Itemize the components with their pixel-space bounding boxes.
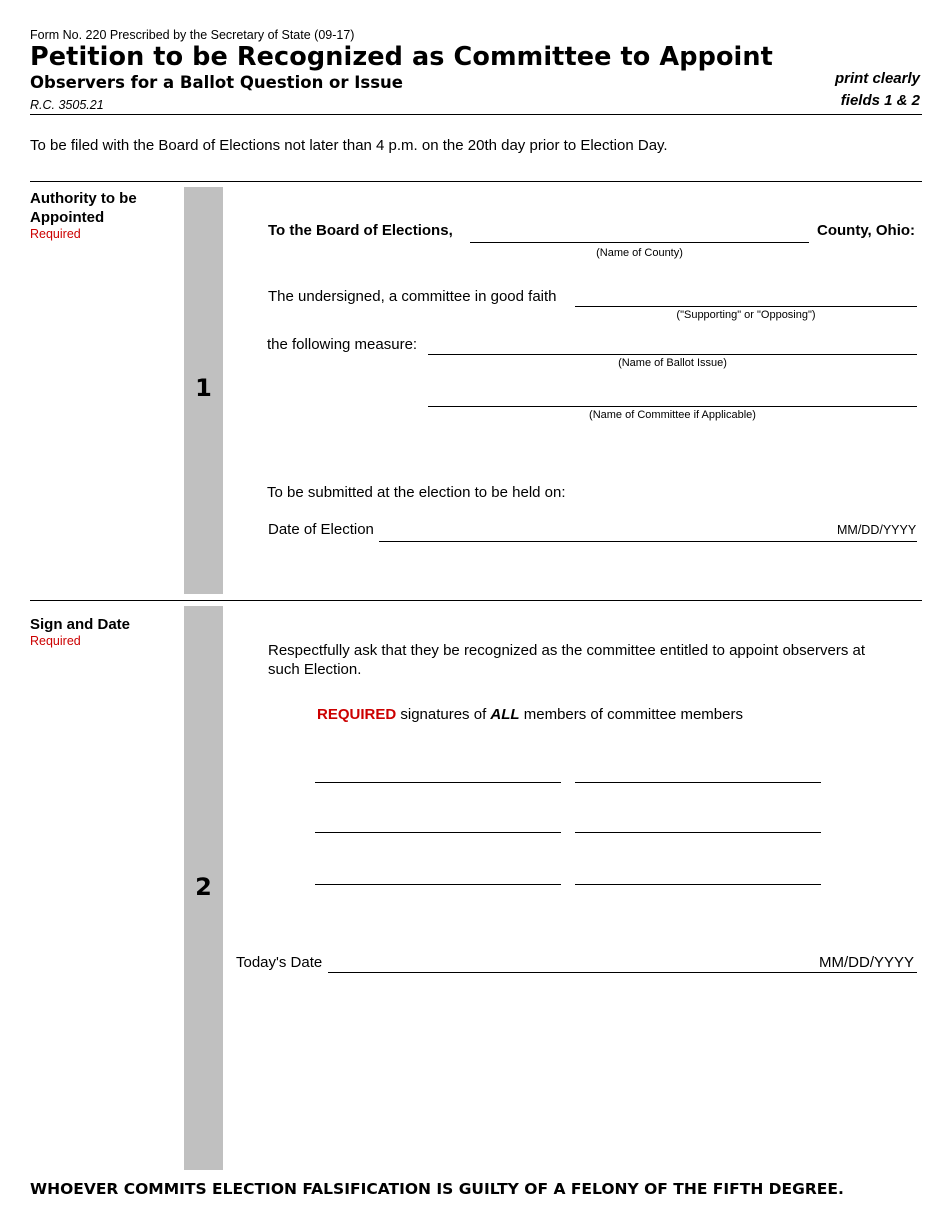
print-clearly-note — [835, 68, 920, 112]
board-prefix: To the Board of Elections, — [268, 222, 453, 239]
todays-date-label: Today's Date — [236, 954, 323, 971]
section2-divider — [30, 600, 922, 601]
signature-line[interactable] — [315, 782, 561, 783]
form-title: Petition to be Recognized as Committee to Appoint — [30, 42, 773, 72]
committee-name-caption: (Name of Committee if Applicable) — [589, 409, 756, 421]
board-suffix: County, Ohio: — [817, 222, 916, 239]
signature-line[interactable] — [575, 884, 821, 885]
section2-number: 2 — [195, 873, 212, 901]
ballot-issue-caption: (Name of Ballot Issue) — [618, 357, 727, 369]
form-number: Form No. 220 Prescribed by the Secretary of State (09-17) — [30, 28, 355, 42]
print-clearly-line2: fields 1 & 2 — [840, 92, 920, 109]
measure-text: the following measure: — [267, 336, 418, 353]
submitted-text: To be submitted at the election to be held on: — [267, 484, 566, 501]
committee-good-faith-text: The undersigned, a committee in good faith — [268, 288, 557, 305]
ballot-issue-field[interactable] — [428, 354, 917, 355]
header-divider — [30, 114, 922, 115]
support-oppose-field[interactable] — [575, 306, 917, 307]
form-subtitle: Observers for a Ballot Question or Issue — [30, 73, 403, 92]
county-caption: (Name of County) — [596, 247, 683, 259]
felony-warning: WHOEVER COMMITS ELECTION FALSIFICATION IS GUILTY OF A FELONY OF THE FIFTH DEGREE. — [30, 1180, 844, 1198]
signatures-mid: signatures of — [396, 706, 491, 723]
todays-date-field[interactable] — [328, 972, 917, 973]
date-of-election-label: Date of Election — [268, 521, 374, 538]
date-of-election-field[interactable] — [379, 541, 917, 542]
support-oppose-caption: ("Supporting" or "Opposing") — [676, 309, 816, 321]
signature-line[interactable] — [575, 832, 821, 833]
section1-label — [30, 189, 170, 242]
request-text: Respectfully ask that they be recognized as the committee entitled to appoint observers at such Election. — [268, 642, 865, 678]
date-of-election-format: MM/DD/YYYY — [837, 523, 917, 537]
filing-instructions: To be filed with the Board of Elections not later than 4 p.m. on the 20th day prior to Election Day. — [30, 137, 668, 154]
signature-line[interactable] — [315, 832, 561, 833]
committee-name-field[interactable] — [428, 406, 917, 407]
county-name-field[interactable] — [470, 242, 809, 243]
signature-line[interactable] — [315, 884, 561, 885]
section2-required: Required — [30, 634, 81, 648]
section1-title: Authority to be Appointed — [30, 190, 137, 226]
signatures-instruction — [317, 706, 743, 723]
section2-label — [30, 615, 170, 649]
section1-divider — [30, 181, 922, 182]
section2-title: Sign and Date — [30, 616, 131, 633]
section1-required: Required — [30, 227, 81, 241]
signatures-end: members of committee members — [519, 706, 743, 723]
print-clearly-line1: print clearly — [834, 70, 920, 87]
signatures-all: ALL — [490, 706, 520, 723]
statute-reference: R.C. 3505.21 — [30, 98, 104, 112]
signatures-required: REQUIRED — [317, 706, 397, 723]
signature-line[interactable] — [575, 782, 821, 783]
section1-number: 1 — [195, 374, 212, 402]
todays-date-format: MM/DD/YYYY — [819, 954, 915, 971]
